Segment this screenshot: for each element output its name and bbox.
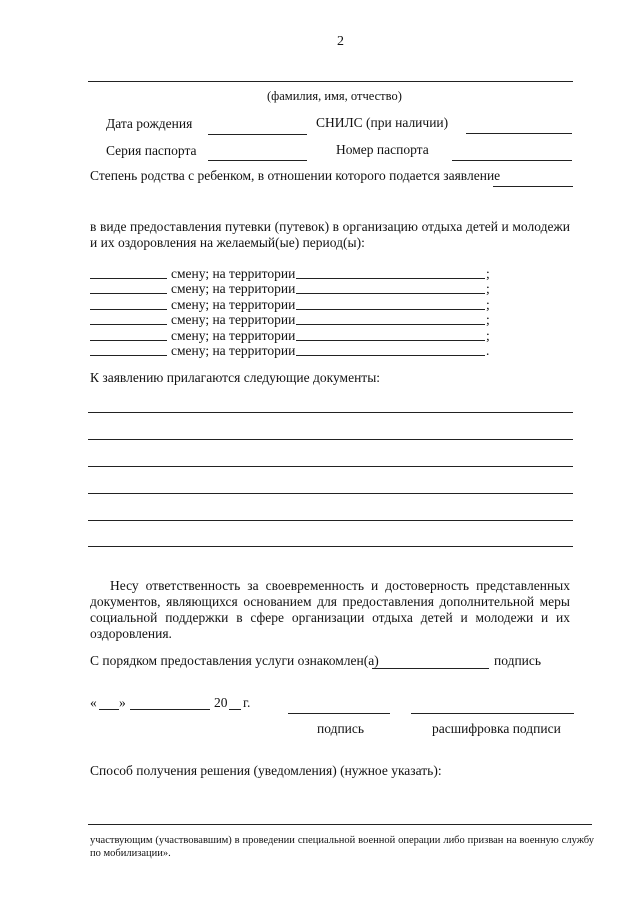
page-number: 2: [337, 34, 344, 49]
shift-territory-field[interactable]: [296, 324, 485, 325]
birth-date-field[interactable]: [208, 134, 307, 135]
signature-label: подпись: [317, 721, 365, 736]
footnote-text: участвующим (участвовавшим) в проведении специальной военной операции либо призван на военную службу по мобилизации».: [90, 835, 594, 859]
procedure-text: С порядком предоставления услуги ознакомлен(а): [90, 653, 379, 668]
relation-field[interactable]: [493, 186, 573, 187]
snils-label: СНИЛС (при наличии): [316, 115, 449, 130]
date-year-suffix: г.: [243, 695, 251, 710]
shift-count-field[interactable]: [90, 340, 167, 341]
date-month-field[interactable]: [130, 709, 210, 710]
signature-decode-label: расшифровка подписи: [432, 721, 561, 736]
date-day-field[interactable]: [99, 709, 119, 710]
shift-end-mark: ;: [486, 327, 490, 343]
date-year-field[interactable]: [229, 709, 241, 710]
shift-end-mark: ;: [486, 281, 490, 297]
document-line[interactable]: [88, 546, 573, 547]
shift-end-mark: ;: [486, 266, 490, 281]
shift-end-mark: .: [486, 343, 490, 358]
passport-series-label: Серия паспорта: [106, 143, 197, 158]
date-close-quote: »: [119, 695, 126, 710]
shift-label: смену; на территории: [171, 281, 296, 297]
shift-count-field[interactable]: [90, 278, 167, 279]
shift-label: смену; на территории: [171, 343, 296, 358]
procedure-sign-field[interactable]: [372, 668, 489, 669]
shift-label: смену; на территории: [171, 312, 296, 328]
fio-line[interactable]: [88, 81, 573, 82]
procedure-sign-label: подпись: [494, 653, 542, 668]
shift-count-field[interactable]: [90, 293, 167, 294]
shift-territory-field[interactable]: [296, 293, 485, 294]
relation-label: Степень родства с ребенком, в отношении которого подается заявление: [90, 168, 501, 183]
birth-date-label: Дата рождения: [106, 116, 193, 131]
shift-end-mark: ;: [486, 296, 490, 312]
shift-count-field[interactable]: [90, 324, 167, 325]
shift-territory-field[interactable]: [296, 309, 485, 310]
passport-series-field[interactable]: [208, 160, 307, 161]
shift-territory-field[interactable]: [296, 340, 485, 341]
responsibility-text: Несу ответственность за своевременность и достоверность представленных документов, являющихся основанием для предоставления дополнительной меры социальной поддержки в сфере организации отдыха детей и молодежи и их оздоровления.: [90, 578, 570, 641]
shift-label: смену; на территории: [171, 296, 296, 312]
documents-heading: К заявлению прилагаются следующие документы:: [90, 370, 381, 385]
shift-territory-field[interactable]: [296, 355, 485, 356]
date-open-quote: «: [90, 695, 97, 710]
shift-count-field[interactable]: [90, 309, 167, 310]
date-year-prefix: 20: [214, 695, 228, 710]
document-line[interactable]: [88, 493, 573, 494]
shift-count-field[interactable]: [90, 355, 167, 356]
passport-number-label: Номер паспорта: [336, 142, 429, 157]
snils-field[interactable]: [466, 133, 572, 134]
shift-end-mark: ;: [486, 312, 490, 328]
shift-label: смену; на территории: [171, 327, 296, 343]
fio-caption: (фамилия, имя, отчество): [267, 89, 402, 103]
shift-label: смену; на территории: [171, 266, 296, 281]
document-line[interactable]: [88, 439, 573, 440]
shift-territory-field[interactable]: [296, 278, 485, 279]
document-line[interactable]: [88, 412, 573, 413]
signature-decode-field[interactable]: [411, 713, 574, 714]
voucher-text: в виде предоставления путевки (путевок) в организацию отдыха детей и молодежи и их оздоровления на желаемый(ые) период(ы):: [90, 219, 570, 250]
footnote-separator: [88, 824, 592, 825]
method-text: Способ получения решения (уведомления) (нужное указать):: [90, 763, 442, 778]
passport-number-field[interactable]: [452, 160, 572, 161]
signature-field[interactable]: [288, 713, 390, 714]
document-line[interactable]: [88, 466, 573, 467]
document-line[interactable]: [88, 520, 573, 521]
